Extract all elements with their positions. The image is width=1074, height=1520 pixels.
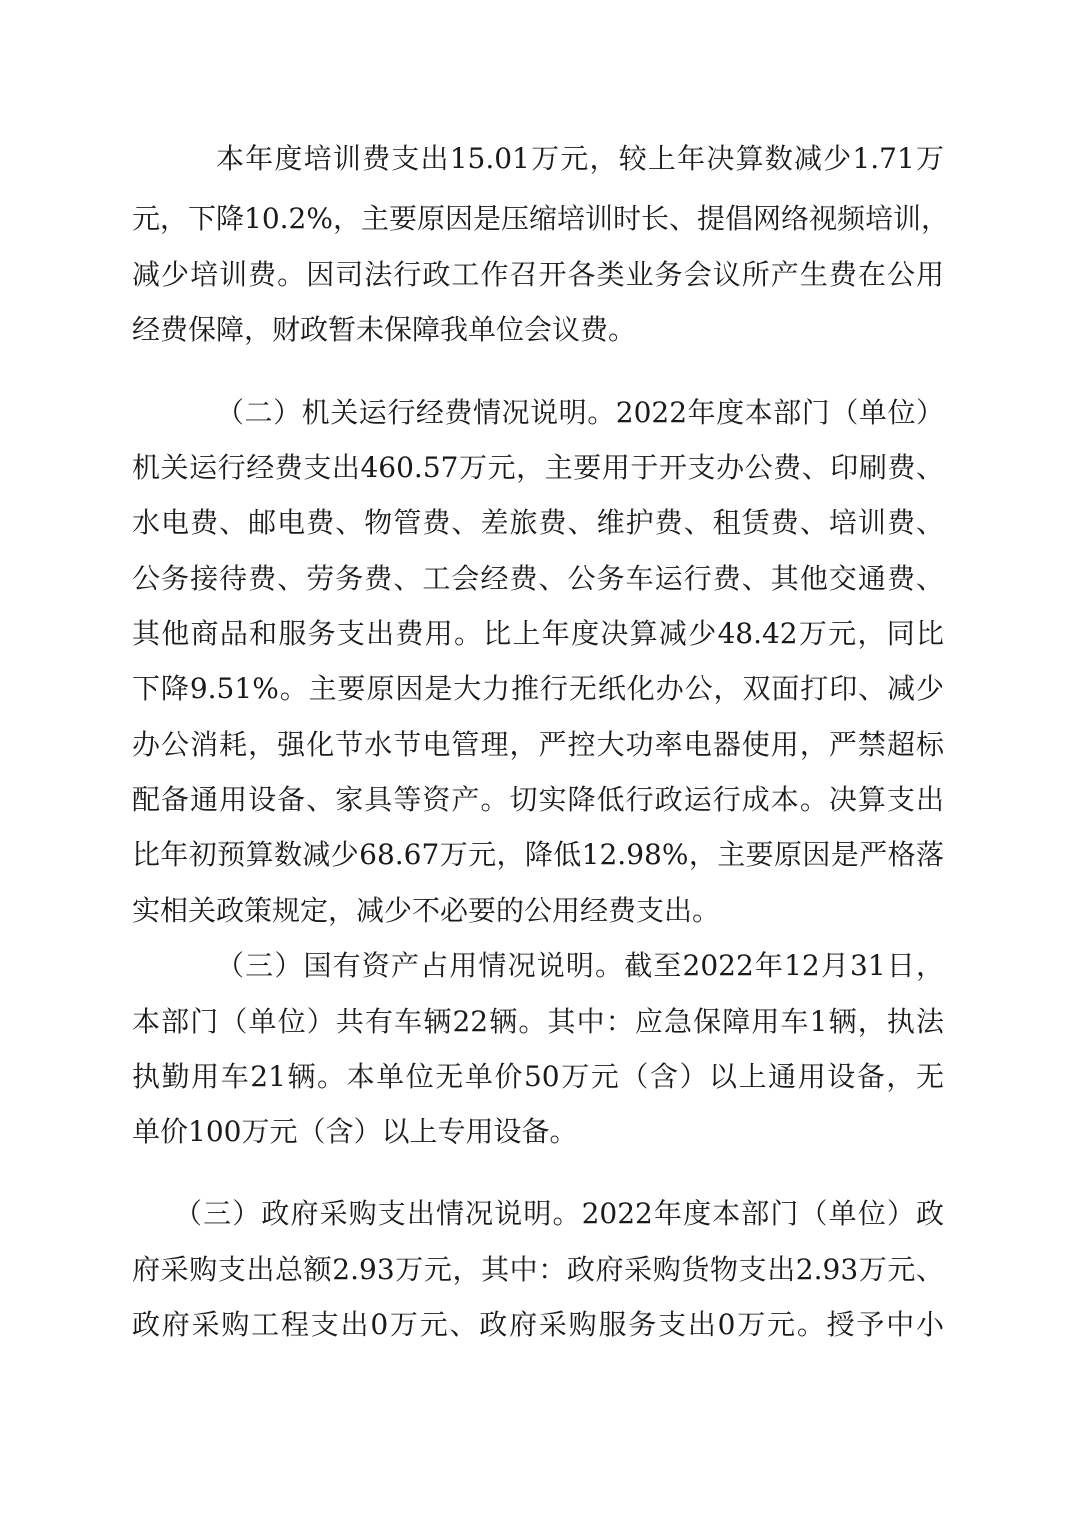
paragraph-3-line-3: 执勤用车21辆。本单位无单价50万元（含）以上通用设备，无 bbox=[132, 1060, 944, 1093]
paragraph-4-line-3: 政府采购工程支出0万元、政府采购服务支出0万元。授予中小 bbox=[132, 1308, 944, 1341]
paragraph-3-line-4: 单价100万元（含）以上专用设备。 bbox=[132, 1115, 578, 1148]
paragraph-2-line-8: 配备通用设备、家具等资产。切实降低行政运行成本。决算支出 bbox=[132, 783, 944, 816]
paragraph-2-line-5: 其他商品和服务支出费用。比上年度决算减少48.42万元，同比 bbox=[132, 617, 944, 650]
paragraph-1-line-4: 经费保障，财政暂未保障我单位会议费。 bbox=[132, 313, 637, 346]
paragraph-4-line-1: （三）政府采购支出情况说明。2022年度本部门（单位）政 bbox=[174, 1197, 944, 1230]
paragraph-2-line-10: 实相关政策规定，减少不必要的公用经费支出。 bbox=[132, 894, 721, 927]
paragraph-1-line-1: 本年度培训费支出15.01万元，较上年决算数减少1.71万 bbox=[216, 142, 944, 175]
paragraph-2-line-9: 比年初预算数减少68.67万元，降低12.98%，主要原因是严格落 bbox=[132, 838, 944, 871]
paragraph-2-line-6: 下降9.51%。主要原因是大力推行无纸化办公，双面打印、减少 bbox=[132, 672, 944, 705]
paragraph-3-line-1: （三）国有资产占用情况说明。截至2022年12月31日， bbox=[216, 949, 944, 982]
paragraph-3-line-2: 本部门（单位）共有车辆22辆。其中：应急保障用车1辆，执法 bbox=[132, 1005, 944, 1038]
paragraph-4-line-2: 府采购支出总额2.93万元，其中：政府采购货物支出2.93万元、 bbox=[132, 1253, 944, 1286]
paragraph-1-line-2: 元，下降10.2%，主要原因是压缩培训时长、提倡网络视频培训， bbox=[132, 202, 949, 235]
paragraph-2-line-3: 水电费、邮电费、物管费、差旅费、维护费、租赁费、培训费、 bbox=[132, 506, 944, 539]
paragraph-1-line-3: 减少培训费。因司法行政工作召开各类业务会议所产生费在公用 bbox=[132, 258, 944, 291]
paragraph-2-line-7: 办公消耗，强化节水节电管理，严控大功率电器使用，严禁超标 bbox=[132, 728, 944, 761]
paragraph-2-line-1: （二）机关运行经费情况说明。2022年度本部门（单位） bbox=[216, 396, 944, 429]
paragraph-2-line-4: 公务接待费、劳务费、工会经费、公务车运行费、其他交通费、 bbox=[132, 562, 944, 595]
paragraph-2-line-2: 机关运行经费支出460.57万元，主要用于开支办公费、印刷费、 bbox=[132, 451, 944, 484]
